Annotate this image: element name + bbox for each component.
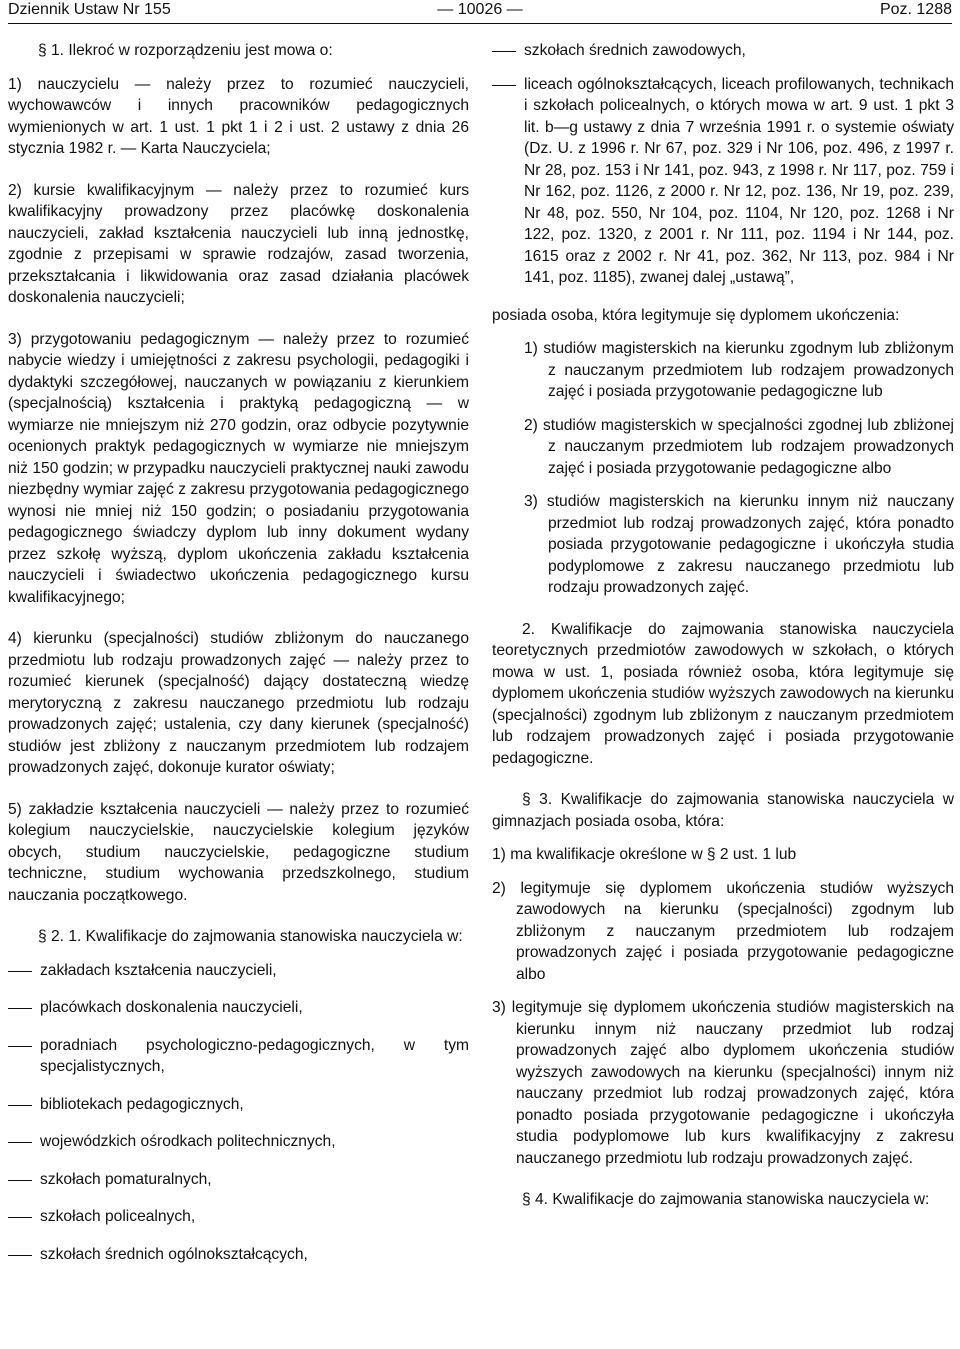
qualification-lead: posiada osoba, która legitymuje się dyplomem ukończenia: — [492, 306, 900, 324]
section-2-paragraph-2: 2. Kwalifikacje do zajmowania stanowiska nauczyciela teoretycznych przedmiotów zawodowych w szkołach, o których mowa w ust. 1, posiada również osoba, która legitymuje się dyplomem ukończenia studiów wyższych zawodowych na kierunku (specjalności) zgodnym lub zbliżonym z nauczanym przedmiotem lub rodzajem prowadzonych zajęć i posiada przygotowanie pedagogiczne. — [492, 620, 954, 767]
section-2-intro: § 2. 1. Kwalifikacje do zajmowania stanowiska nauczyciela w: — [38, 928, 463, 945]
qualification-item-3: 3) studiów magisterskich na kierunku innym niż nauczany przedmiot lub rodzaj prowadzonych zajęć, która ponadto posiada przygotowanie pedagogiczne i ukończyła studia podyplomowe z zakresu nauczanego przedmiotu lub rodzaju prowadzonych zajęć. — [524, 493, 954, 596]
left-column — [8, 40, 469, 1265]
position-number: Poz. 1288 — [879, 1, 952, 18]
list-item: szkołach średnich ogólnokształcących, — [8, 1244, 469, 1266]
definition-item-4: 4) kierunku (specjalności) studiów zbliżonym do nauczanego przedmiotu lub rodzaju prowadzonych zajęć — należy przez to rozumieć kierunek (specjalność) dający dostateczną wiedzę merytoryczną z zakresu nauczanego przedmiotu lub rodzaju prowadzonych zajęć; ustalenia, czy dany kierunek (specjalność) studiów jest zbliżony z nauczanym przedmiotem lub rodzajem prowadzonych zajęć, dokonuje kurator oświaty; — [8, 630, 469, 776]
journal-name: Dziennik Ustaw Nr 155 — [8, 1, 171, 18]
section-3-item-2: 2) legitymuje się dyplomem ukończenia studiów wyższych zawodowych na kierunku (specjalności) zgodnym lub zbliżonym z nauczanym przedmiotem lub rodzajem prowadzonych zajęć i posiada przygotowanie pedagogiczne albo — [492, 879, 954, 983]
list-item: wojewódzkich ośrodkach politechnicznych, — [8, 1131, 469, 1153]
right-column — [492, 40, 954, 1211]
page-header — [8, 0, 952, 24]
page-number: — 10026 — — [437, 1, 523, 18]
list-item: bibliotekach pedagogicznych, — [8, 1094, 469, 1116]
list-item: zakładach kształcenia nauczycieli, — [8, 960, 469, 982]
definition-item-5: 5) zakładzie kształcenia nauczycieli — należy przez to rozumieć kolegium nauczycielskie, nauczycielskie kolegium języków obcych, studium nauczycielskie, pedagogiczne studium techniczne, studium wychowania przedszkolnego, studium nauczania początkowego. — [8, 800, 469, 904]
definition-item-2: 2) kursie kwalifikacyjnym — należy przez to rozumieć kurs kwalifikacyjny prowadzony przez placówkę doskonalenia nauczycieli, zakład kształcenia nauczycieli lub inną jednostkę, zgodnie z przepisami w sprawie rodzajów, zasad tworzenia, przekształcania i likwidowania oraz zasad działania placówek doskonalenia nauczycieli; — [8, 181, 469, 306]
section-3-item-1: 1) ma kwalifikacje określone w § 2 ust. 1 lub — [492, 846, 797, 863]
list-item: szkołach pomaturalnych, — [8, 1169, 469, 1191]
list-item: szkołach policealnych, — [8, 1206, 469, 1228]
qualification-item-2: 2) studiów magisterskich w specjalności zgodnej lub zbliżonej z nauczanym przedmiotem lub rodzajem prowadzonych zajęć i posiada przygotowanie pedagogiczne albo — [524, 416, 954, 477]
list-item: poradniach psychologiczno-pedagogicznych, w tym specjalistycznych, — [8, 1035, 469, 1078]
section-1-intro: § 1. Ilekroć w rozporządzeniu jest mowa o: — [38, 42, 333, 59]
list-item: placówkach doskonalenia nauczycieli, — [8, 997, 469, 1019]
definition-item-3: 3) przygotowaniu pedagogicznym — należy przez to rozumieć nabycie wiedzy i umiejętności z zakresu psychologii, pedagogiki i dydaktyki szczegółowej, nauczanych w powiązaniu z kierunkiem (specjalnością) kształcenia i praktyką pedagogiczną — w wymiarze nie mniejszym niż 270 godzin, oraz odbycie pozytywnie ocenionych praktyk pedagogicznych w wymiarze nie mniejszym niż 150 godzin; w przypadku nauczycieli praktycznej nauki zawodu niezbędny wymiar zajęć z zakresu przygotowania pedagogicznego wynosi nie mniej niż 150 godzin; o posiadaniu przygotowania pedagogicznego świadczy dyplom lub inny dokument wydany przez szkołę wyższą, dyplom ukończenia zakładu kształcenia nauczycieli i świadectwo ukończenia pedagogicznego kursu kwalifikacyjnego; — [8, 330, 469, 606]
list-item: szkołach średnich zawodowych, — [492, 40, 954, 62]
header-rule — [8, 23, 952, 24]
definition-item-1: 1) nauczycielu — należy przez to rozumieć nauczycieli, wychowawców i innych pracowników pedagogicznych wymienionych w art. 1 ust. 1 pkt 1 i 2 i ust. 2 ustawy z dnia 26 stycznia 1982 r. — Karta Nauczyciela; — [8, 75, 469, 157]
section-3-intro: § 3. Kwalifikacje do zajmowania stanowiska nauczyciela w gimnazjach posiada osoba, która: — [492, 791, 954, 830]
qualification-item-1: 1) studiów magisterskich na kierunku zgodnym lub zbliżonym z nauczanym przedmiotem lub rodzajem prowadzonych zajęć i posiada przygotowanie pedagogiczne lub — [524, 340, 954, 400]
section-4-intro: § 4. Kwalifikacje do zajmowania stanowiska nauczyciela w: — [522, 1191, 930, 1208]
section-3-item-3: 3) legitymuje się dyplomem ukończenia studiów magisterskich na kierunku innym niż nauczany przedmiot lub rodzaj prowadzonych zajęć albo dyplomem ukończenia studiów wyższych zawodowych na kierunku (specjalności) innym niż nauczany przedmiot lub rodzaj prowadzonych zajęć, która ponadto posiada przygotowanie pedagogiczne i ukończyła studia podyplomowe lub kurs kwalifikacyjny z zakresu nauczanego przedmiotu lub rodzaju prowadzonych zajęć. — [492, 999, 954, 1167]
list-item: liceach ogólnokształcących, liceach profilowanych, technikach i szkołach policealnych, o których mowa w art. 9 ust. 1 pkt 3 lit. b—g ustawy z dnia 7 września 1991 r. o systemie oświaty (Dz. U. z 1996 r. Nr 67, poz. 329 i Nr 106, poz. 496, z 1997 r. Nr 28, poz. 153 i Nr 141, poz. 943, z 1998 r. Nr 117, poz. 759 i Nr 162, poz. 1126, z 2000 r. Nr 12, poz. 136, Nr 19, poz. 239, Nr 48, poz. 550, Nr 104, poz. 1104, Nr 120, poz. 1268 i Nr 122, poz. 1320, z 2001 r. Nr 111, poz. 1194 i Nr 144, poz. 1615 oraz z 2002 r. Nr 41, poz. 362, Nr 113, poz. 984 i Nr 141, poz. 1185), zwanej dalej „ustawą”, — [492, 74, 954, 289]
